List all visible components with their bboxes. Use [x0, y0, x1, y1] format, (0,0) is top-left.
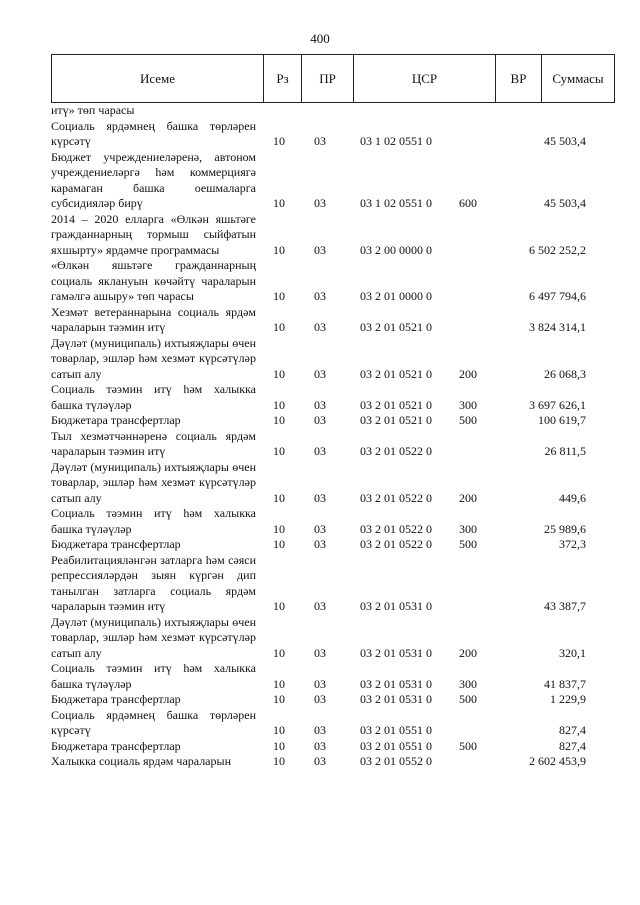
row-csr: 03 2 01 0000 0 [360, 289, 432, 303]
row-rz: 10 [273, 320, 285, 334]
row-pr: 03 [314, 397, 326, 412]
row-sum: 26 811,5 [544, 444, 586, 458]
row-pr: 03 [314, 537, 326, 551]
table-row [51, 258, 615, 305]
row-vr: 500 [459, 692, 477, 706]
row-csr: 03 2 00 0000 0 [360, 242, 432, 257]
row-rz: 10 [273, 692, 285, 706]
table-row [51, 692, 615, 708]
row-name: «Өлкән яшьтәге гражданнарның социаль яклануын көчәйтү чараларын гамәлгә ашыру» төп чарасы [51, 258, 256, 303]
row-vr: 500 [459, 413, 477, 427]
row-name: 2014 – 2020 елларга «Өлкән яшьтәге гражданнарның тормыш сыйфатын яхшырту» ярдәмче программасы [51, 211, 256, 257]
row-vr: 200 [459, 366, 477, 381]
row-csr: 03 1 02 0551 0 [360, 196, 432, 210]
table-row [51, 382, 615, 413]
row-rz: 10 [273, 490, 285, 505]
table-row [51, 336, 615, 383]
row-rz: 10 [273, 738, 285, 753]
row-sum: 449,6 [559, 490, 586, 505]
page-number: 400 [310, 31, 330, 46]
row-csr: 03 2 01 0521 0 [360, 413, 432, 427]
row-pr: 03 [314, 723, 326, 737]
row-pr: 03 [314, 645, 326, 660]
row-csr: 03 2 01 0551 0 [360, 738, 432, 753]
row-name: Бюджетара трансфертлар [51, 413, 181, 427]
table-row [51, 754, 615, 770]
table-header [51, 54, 615, 103]
row-sum: 100 619,7 [538, 413, 586, 427]
row-pr: 03 [314, 676, 326, 691]
row-name: Реабилитацияләнгән затларга һәм сәяси репрессияләрдән зыян күргән дип танылган затларга социаль ярдәм чараларын тәэмин итү [51, 552, 256, 613]
header-sum: Суммасы [541, 55, 614, 102]
row-csr: 03 2 01 0522 0 [360, 490, 432, 505]
row-sum: 45 503,4 [544, 196, 586, 210]
row-vr: 200 [459, 645, 477, 660]
row-sum: 26 068,3 [544, 366, 586, 381]
header-csr: ЦСР [353, 55, 495, 102]
row-csr: 03 2 01 0521 0 [360, 320, 432, 334]
header-vr: ВР [495, 55, 541, 102]
row-name: Бюджетара трансфертлар [51, 537, 181, 551]
row-rz: 10 [273, 289, 285, 303]
row-sum: 320,1 [559, 645, 586, 660]
row-rz: 10 [273, 676, 285, 691]
row-name: Дәүләт (муниципаль) ихтыяҗлары өчен товарлар, эшләр һәм хезмәт күрсәтүләр сатып алу [51, 614, 256, 660]
row-rz: 10 [273, 444, 285, 458]
row-csr: 03 2 01 0552 0 [360, 754, 432, 768]
row-rz: 10 [273, 754, 285, 768]
row-name: итү» төп чарасы [51, 103, 135, 117]
row-vr: 300 [459, 676, 477, 691]
row-vr: 600 [459, 196, 477, 210]
table-row [51, 460, 615, 507]
header-rz: Рз [263, 55, 301, 102]
table-row [51, 615, 615, 662]
row-pr: 03 [314, 366, 326, 381]
table-row [51, 305, 615, 336]
row-sum: 827,4 [559, 738, 586, 753]
row-sum: 43 387,7 [544, 599, 586, 613]
row-sum: 3 824 314,1 [529, 320, 586, 334]
row-name: Бюджет учреждениеләренә, автоном учреждениеләргә һәм коммерциягә карамаган башка оешмаларга субсидияләр бирү [51, 149, 256, 210]
row-sum: 45 503,4 [544, 134, 586, 148]
row-csr: 03 2 01 0531 0 [360, 645, 432, 660]
table-row [51, 429, 615, 460]
row-sum: 372,3 [559, 537, 586, 551]
table-row [51, 103, 615, 119]
row-pr: 03 [314, 738, 326, 753]
table-row [51, 553, 615, 615]
row-csr: 03 2 01 0521 0 [360, 366, 432, 381]
row-rz: 10 [273, 134, 285, 148]
row-name: Социаль тәэмин итү һәм халыкка башка түләүләр [51, 661, 256, 691]
row-csr: 03 2 01 0531 0 [360, 599, 432, 613]
row-rz: 10 [273, 521, 285, 536]
row-sum: 2 602 453,9 [529, 754, 586, 768]
row-rz: 10 [273, 723, 285, 737]
row-csr: 03 2 01 0531 0 [360, 676, 432, 691]
table-row [51, 739, 615, 755]
row-pr: 03 [314, 490, 326, 505]
table-row [51, 413, 615, 429]
row-rz: 10 [273, 599, 285, 613]
row-name: Дәүләт (муниципаль) ихтыяҗлары өчен товарлар, эшләр һәм хезмәт күрсәтүләр сатып алу [51, 459, 256, 505]
row-vr: 300 [459, 397, 477, 412]
row-name: Хезмәт ветераннарына социаль ярдәм чараларын тәэмин итү [51, 304, 256, 334]
table-row [51, 506, 615, 537]
row-sum: 6 497 794,6 [529, 289, 586, 303]
row-name: Социаль ярдәмнең башка төрләрен күрсәтү [51, 118, 256, 148]
row-vr: 300 [459, 521, 477, 536]
row-csr: 03 2 01 0522 0 [360, 444, 432, 458]
row-csr: 03 2 01 0522 0 [360, 521, 432, 536]
row-csr: 03 1 02 0551 0 [360, 134, 432, 148]
row-pr: 03 [314, 413, 326, 427]
table-row [51, 661, 615, 692]
row-csr: 03 2 01 0522 0 [360, 537, 432, 551]
row-pr: 03 [314, 599, 326, 613]
header-pr: ПР [301, 55, 353, 102]
row-pr: 03 [314, 134, 326, 148]
row-name: Тыл хезмәтчәннәренә социаль ярдәм чараларын тәэмин итү [51, 428, 256, 458]
table-row [51, 212, 615, 259]
row-name: Бюджетара трансфертлар [51, 738, 181, 753]
row-csr: 03 2 01 0551 0 [360, 723, 432, 737]
table-row [51, 708, 615, 739]
row-sum: 1 229,9 [550, 692, 586, 706]
row-rz: 10 [273, 645, 285, 660]
row-sum: 25 989,6 [544, 521, 586, 536]
row-name: Социаль ярдәмнең башка төрләрен күрсәтү [51, 707, 256, 737]
row-sum: 41 837,7 [544, 676, 586, 691]
table-body [51, 103, 615, 770]
row-pr: 03 [314, 242, 326, 257]
row-rz: 10 [273, 196, 285, 210]
row-sum: 3 697 626,1 [529, 397, 586, 412]
table-row [51, 150, 615, 212]
row-rz: 10 [273, 366, 285, 381]
row-name: Социаль тәэмин итү һәм халыкка башка түләүләр [51, 382, 256, 412]
row-pr: 03 [314, 521, 326, 536]
row-name: Халыкка социаль ярдәм чараларын [51, 754, 231, 768]
row-csr: 03 2 01 0531 0 [360, 692, 432, 706]
row-rz: 10 [273, 397, 285, 412]
row-rz: 10 [273, 413, 285, 427]
row-pr: 03 [314, 444, 326, 458]
row-name: Социаль тәэмин итү һәм халыкка башка түләүләр [51, 506, 256, 536]
row-pr: 03 [314, 754, 326, 768]
row-name: Бюджетара трансфертлар [51, 692, 181, 706]
row-pr: 03 [314, 320, 326, 334]
table-row [51, 537, 615, 553]
row-sum: 6 502 252,2 [529, 242, 586, 257]
row-pr: 03 [314, 289, 326, 303]
row-rz: 10 [273, 242, 285, 257]
header-name: Исеме [139, 70, 176, 86]
row-sum: 827,4 [559, 723, 586, 737]
row-name: Дәүләт (муниципаль) ихтыяҗлары өчен товарлар, эшләр һәм хезмәт күрсәтүләр сатып алу [51, 335, 256, 381]
row-pr: 03 [314, 692, 326, 706]
row-rz: 10 [273, 537, 285, 551]
row-pr: 03 [314, 196, 326, 210]
row-vr: 500 [459, 738, 477, 753]
row-csr: 03 2 01 0521 0 [360, 397, 432, 412]
table-row [51, 119, 615, 150]
row-vr: 500 [459, 537, 477, 551]
row-vr: 200 [459, 490, 477, 505]
